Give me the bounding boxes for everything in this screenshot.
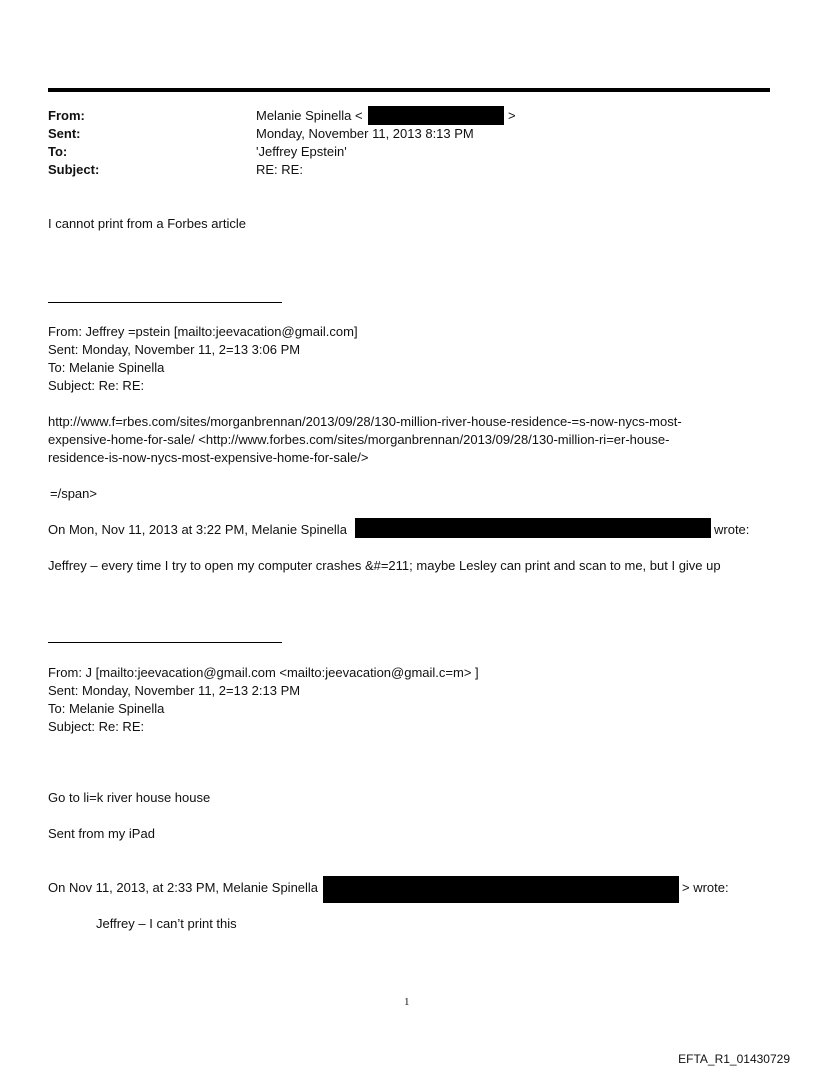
span-close-text: =/span> [50, 486, 97, 501]
quote2-from: From: J [mailto:jeevacation@gmail.com <mailto:jeevacation@gmail.c=m> ] [48, 665, 479, 680]
subject-label: Subject: [48, 162, 100, 177]
quote2-attribution: On Nov 11, 2013, at 2:33 PM, Melanie Spinella [48, 880, 319, 895]
quote1-attribution: On Mon, Nov 11, 2013 at 3:22 PM, Melanie Spinella [48, 522, 347, 537]
from-close: > [508, 108, 516, 123]
header-rule [48, 88, 770, 92]
url-line-2: expensive-home-for-sale/ <http://www.forbes.com/sites/morganbrennan/2013/09/28/130-million-ri=er-house- [48, 432, 670, 447]
body-text: I cannot print from a Forbes article [48, 216, 246, 231]
quote2-quoted-text: Jeffrey – I can’t print this [96, 916, 237, 931]
sent-value: Monday, November 11, 2013 8:13 PM [256, 126, 474, 141]
quote2-sent: Sent: Monday, November 11, 2=13 2:13 PM [48, 683, 301, 698]
redaction-box [323, 876, 679, 903]
quote2-subject: Subject: Re: RE: [48, 719, 145, 734]
from-label: From: [48, 108, 85, 123]
subject-value: RE: RE: [256, 162, 303, 177]
quote2-to: To: Melanie Spinella [48, 701, 165, 716]
page-number: 1 [404, 996, 410, 1008]
quote2-message: Go to li=k river house house [48, 790, 211, 805]
redaction-box [368, 106, 504, 125]
quote-separator [48, 302, 282, 303]
quote1-message: Jeffrey – every time I try to open my computer crashes &#=211; maybe Lesley can print and scan to me, but I give up [48, 558, 721, 573]
quote-separator [48, 642, 282, 643]
quote1-sent: Sent: Monday, November 11, 2=13 3:06 PM [48, 342, 301, 357]
quote1-from: From: Jeffrey =pstein [mailto:jeevacation@gmail.com] [48, 324, 358, 339]
quote1-subject: Subject: Re: RE: [48, 378, 145, 393]
document-id: EFTA_R1_01430729 [678, 1052, 790, 1066]
sent-label: Sent: [48, 126, 81, 141]
url-line-3: residence-is-now-nycs-most-expensive-home-for-sale/> [48, 450, 369, 465]
redaction-box [355, 518, 711, 538]
quote1-wrote: wrote: [714, 522, 750, 537]
to-label: To: [48, 144, 68, 159]
from-value: Melanie Spinella < [256, 108, 363, 123]
quote2-signature: Sent from my iPad [48, 826, 155, 841]
quote1-to: To: Melanie Spinella [48, 360, 165, 375]
url-line-1: http://www.f=rbes.com/sites/morganbrennan/2013/09/28/130-million-river-house-residence-=s-now-nycs-most- [48, 414, 682, 429]
quote2-wrote: > wrote: [682, 880, 729, 895]
to-value: 'Jeffrey Epstein' [256, 144, 347, 159]
